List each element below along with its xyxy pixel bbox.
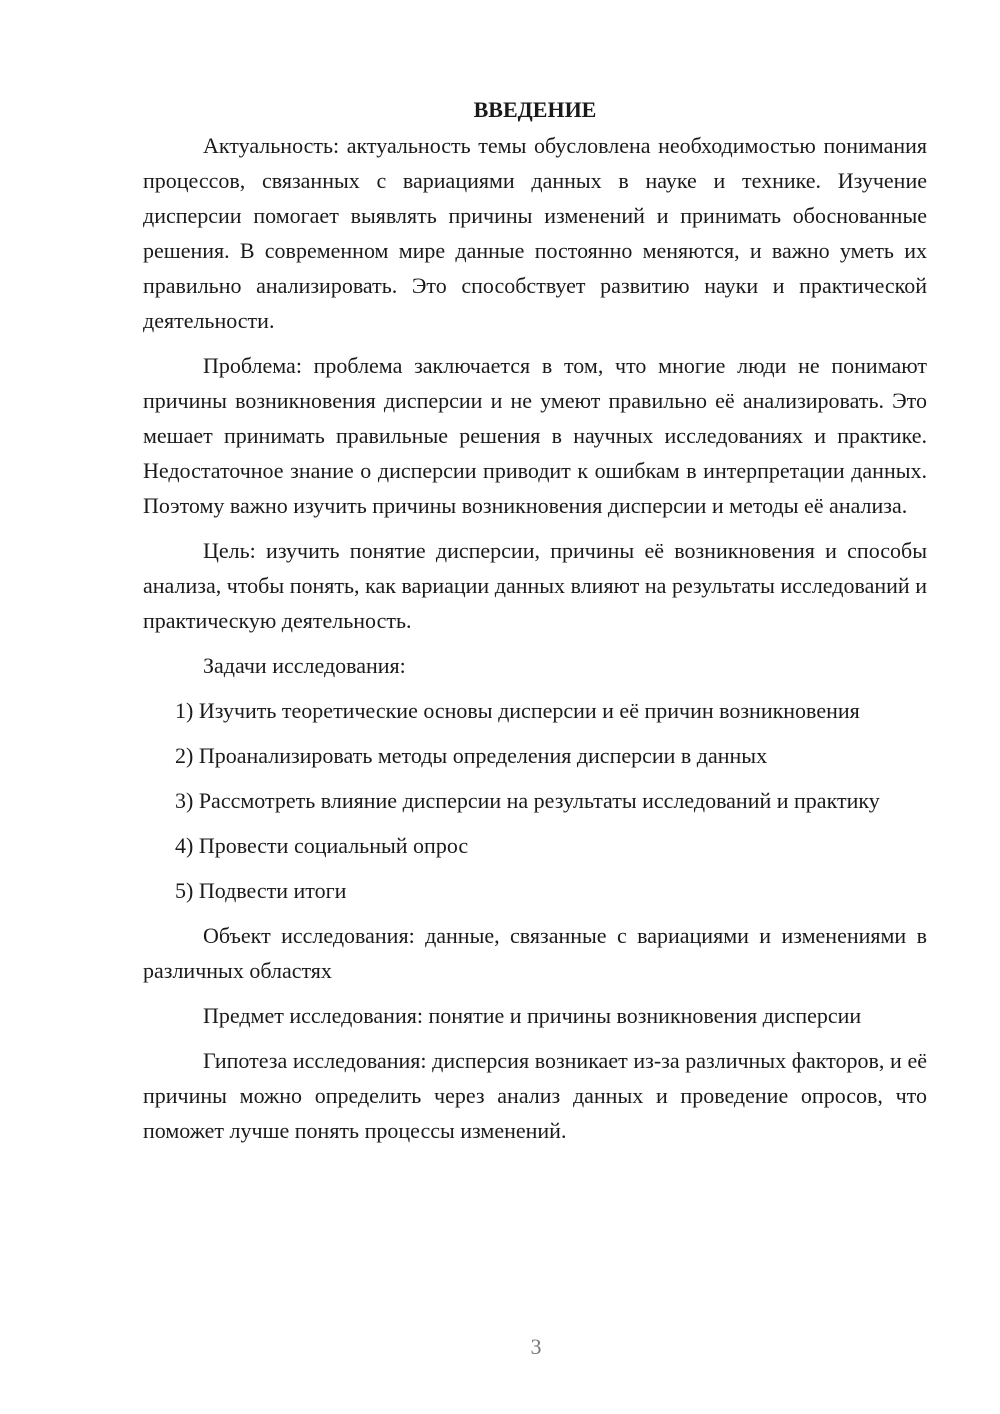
task-item-1: 1) Изучить теоретические основы дисперсии и её причин возникновения: [175, 698, 860, 723]
task-item-2: 2) Проанализировать методы определения дисперсии в данных: [175, 743, 768, 768]
section-heading: ВВЕДЕНИЕ: [473, 97, 597, 122]
subject-paragraph: Предмет исследования: понятие и причины возникновения дисперсии: [203, 1003, 862, 1028]
hypothesis-paragraph: Гипотеза исследования: дисперсия возникает из-за различных факторов, и её причины можно определить через анализ данных и проведение опросов, что поможет лучше понять процессы изменений.: [143, 1048, 927, 1143]
goal-paragraph: Цель: изучить понятие дисперсии, причины её возникновения и способы анализа, чтобы понять, как вариации данных влияют на результаты исследований и практическую деятельность.: [143, 538, 927, 633]
relevance-paragraph: Актуальность: актуальность темы обусловлена необходимостью понимания процессов, связанных с вариациями данных в науке и технике. Изучение дисперсии помогает выявлять причины изменений и принимать обоснованные решения. В современном мире данные постоянно меняются, и важно уметь их правильно анализировать. Это способствует развитию науки и практической деятельности.: [143, 133, 927, 333]
task-item-4: 4) Провести социальный опрос: [175, 833, 469, 858]
object-paragraph: Объект исследования: данные, связанные с вариациями и изменениями в различных областях: [143, 923, 927, 983]
task-item-3: 3) Рассмотреть влияние дисперсии на результаты исследований и практику: [175, 788, 880, 813]
page-content: [143, 92, 927, 1158]
page-number: 3: [530, 1334, 542, 1359]
tasks-title: Задачи исследования:: [203, 653, 406, 678]
problem-paragraph: Проблема: проблема заключается в том, что многие люди не понимают причины возникновения дисперсии и не умеют правильно её анализировать. Это мешает принимать правильные решения в научных исследованиях и практике. Недостаточное знание о дисперсии приводит к ошибкам в интерпретации данных. Поэтому важно изучить причины возникновения дисперсии и методы её анализа.: [143, 353, 927, 518]
task-item-5: 5) Подвести итоги: [175, 878, 347, 903]
